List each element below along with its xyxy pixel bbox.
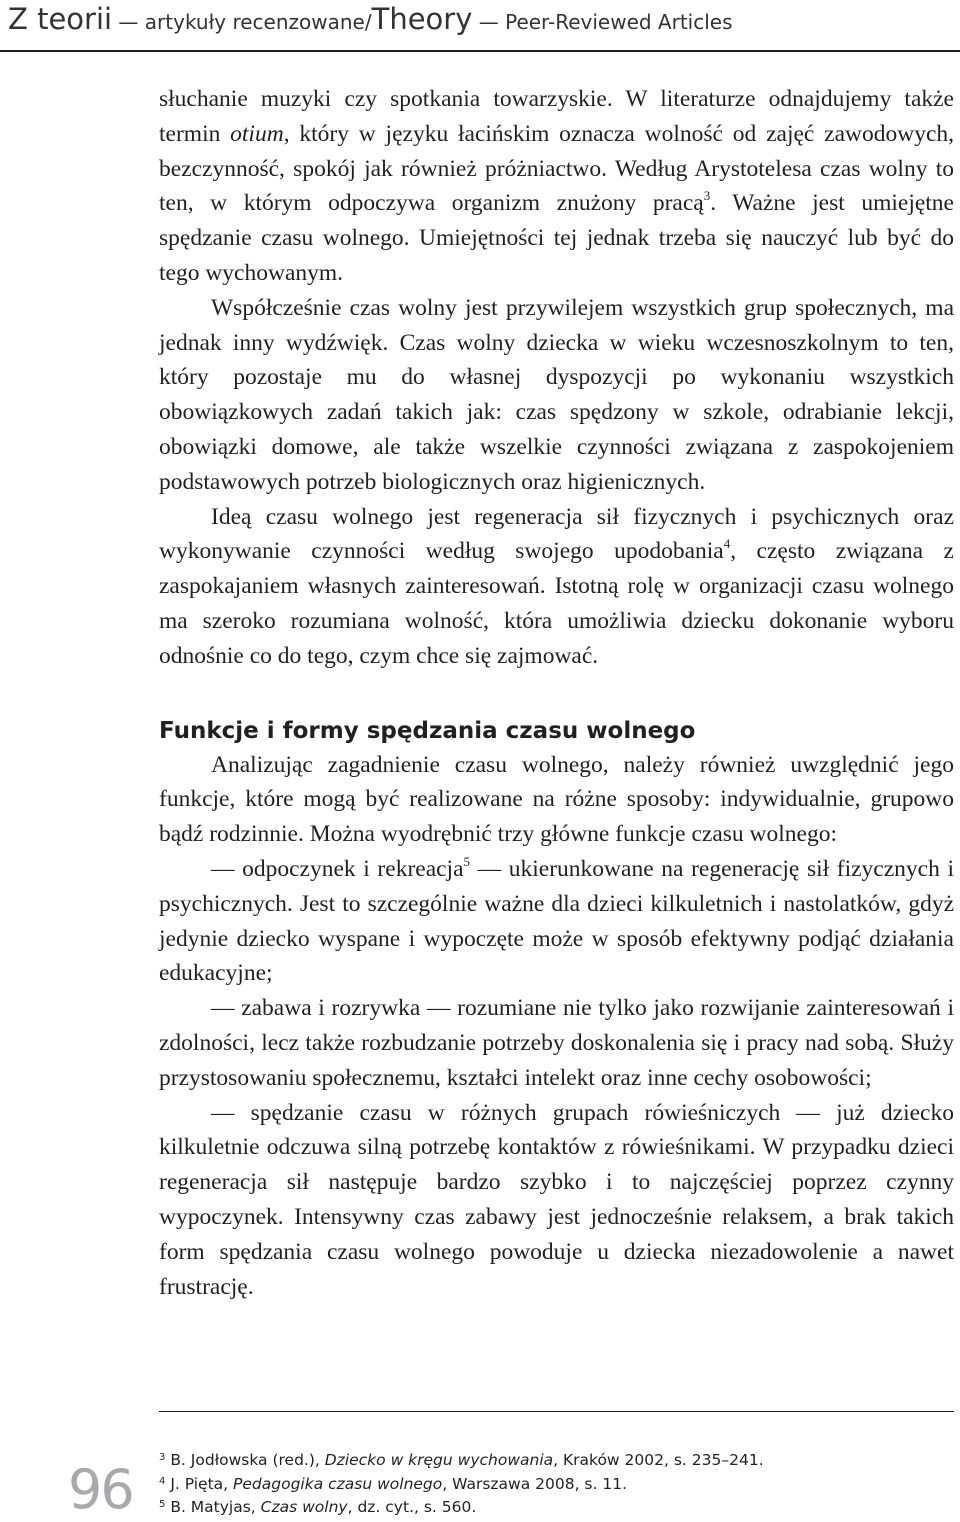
header-subsection-en: Peer-Reviewed Articles <box>505 10 733 34</box>
header-subsection-pl: artykuły recenzowane/ <box>144 10 372 34</box>
footnote-3: $^3$ B. Jodłowska (red.), Dziecko w kręgu wychowania, Kraków 2002, s. 235–241. <box>159 1451 764 1469</box>
header-dash-2: — <box>472 10 506 34</box>
footnote-5: $^5$ B. Matyjas, Czas wolny, dz. cyt., s. 560. <box>159 1498 477 1516</box>
page-number: 96 <box>68 1458 133 1521</box>
list-item-peers: — spędzanie czasu w różnych grupach rówieśniczych — już dziecko kilkuletnie odczuwa silną potrzebę kontaktów z rówieśnikami. W przypadku dzieci regeneracja sił następuje bardzo szybko i to najczęściej poprzez czynny wypoczynek. Intensywny czas zabawy jest jednocześnie relaksem, a brak takich form spędzania czasu wolnego powoduje u dziecka niezadowolenie a nawet frustrację. <box>159 1099 954 1300</box>
section-heading: Funkcje i formy spędzania czasu wolnego <box>159 717 696 744</box>
running-header <box>8 2 948 36</box>
footnote-ref-5[interactable]: 5 <box>463 853 471 869</box>
list-item-rest: — odpoczynek i rekreacja$^5$ — ukierunkowane na regenerację sił fizycznych i psychicznych. Jest to szczególnie ważne dla dzieci kilkuletnich i nastolatków, gdyż jedynie dziecko wyspane i wypoczęte może w sposób efektywny podjąć działania edukacyjne; <box>159 853 955 987</box>
list-item-play: — zabawa i rozrywka — rozumiane nie tylko jako rozwijanie zainteresowań i zdolności, lecz także rozbudzanie potrzeby doskonalenia się i pracy nad sobą. Służy przystosowaniu społecznemu, kształci intelekt oraz inne cechy osobowości; <box>159 995 954 1091</box>
paragraph-4: Analizując zagadnienie czasu wolnego, należy również uwzględnić jego funkcje, które mogą być realizowane na różne sposoby: indywidualnie, grupowo bądź rodzinnie. Można wyodrębnić trzy główne funkcje czasu wolnego: <box>159 751 954 848</box>
header-section-en: Theory <box>371 2 473 36</box>
header-dash-1: — <box>112 10 145 34</box>
header-section-pl: Z teorii <box>8 2 113 36</box>
footnotes <box>159 1449 954 1520</box>
term-otium: otium <box>230 120 284 147</box>
article-body <box>159 82 954 1304</box>
header-rule <box>0 50 960 52</box>
footnote-rule <box>159 1411 954 1412</box>
footnote-4: $^4$ J. Pięta, Pedagogika czasu wolnego, Warszawa 2008, s. 11. <box>159 1474 628 1493</box>
paragraph-1: słuchanie muzyki czy spotkania towarzyskie. W literaturze odnajdujemy także termin otium, który w języku łacińskim oznacza wolność od zajęć zawodowych, bezczynność, spokój jak również próżniactwo. Według Arystotelesa czas wolny to ten, w którym odpoczywa organizm znużony pracą$^3$. Ważne jest umiejętne spędzanie czasu wolnego. Umiejętności tej jednak trzeba się nauczyć lub być do tego wychowanym. <box>159 86 954 286</box>
footnote-ref-3[interactable]: 3 <box>703 188 711 204</box>
footnote-ref-4[interactable]: 4 <box>723 536 731 552</box>
paragraph-2: Współcześnie czas wolny jest przywilejem wszystkich grup społecznych, ma jednak inny wydźwięk. Czas wolny dziecka w wieku wczesnoszkolnym to ten, który pozostaje mu do własnej dyspozycji po wykonaniu wszystkich obowiązkowych zadań takich jak: czas spędzony w szkole, odrabianie lekcji, obowiązki domowe, ale także wszelkie czynności związana z zaspokojeniem podstawowych potrzeb biologicznych oraz higienicznych. <box>159 294 954 495</box>
paragraph-3: Ideą czasu wolnego jest regeneracja sił fizycznych i psychicznych oraz wykonywanie czynności według swojego upodobania$^4$, często związana z zaspokajaniem własnych zainteresowań. Istotną rolę w organizacji czasu wolnego ma szeroko rozumiana wolność, która umożliwia dziecku dokonanie wyboru odnośnie co do tego, czym chce się zajmować. <box>159 503 954 669</box>
